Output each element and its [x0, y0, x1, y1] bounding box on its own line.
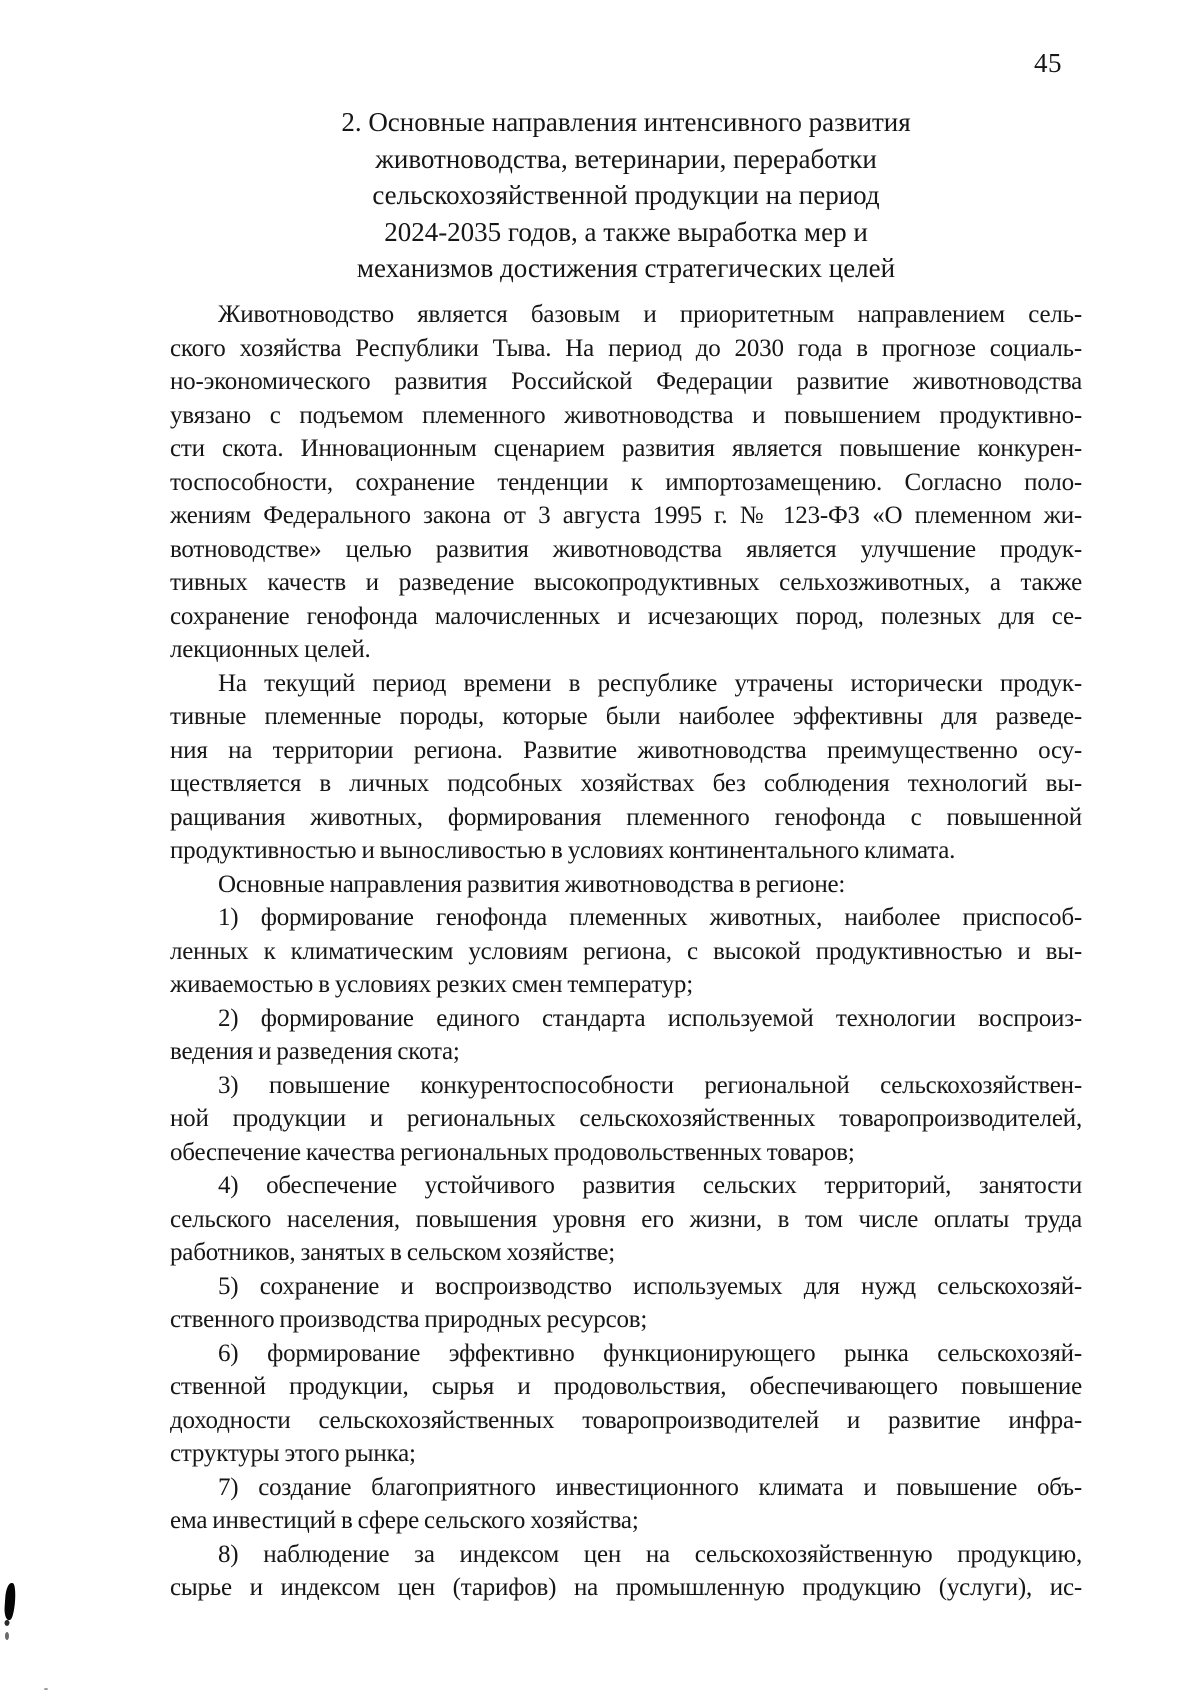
text-line: 5) сохранение и воспроизводство используемых для нужд сельскохозяй- — [218, 1272, 1082, 1300]
paragraph — [170, 1270, 1082, 1337]
text-line: лекционных целей. — [170, 636, 371, 663]
text-line: 3) повышение конкурентоспособности региональной сельскохозяйствен- — [218, 1071, 1082, 1099]
text-line: 4) обеспечение устойчивого развития сельских территорий, занятости — [218, 1172, 1082, 1199]
heading-line: животноводства, ветеринарии, переработки — [375, 143, 877, 174]
text-line: ной продукции и региональных сельскохозяйственных товаропроизводителей, — [170, 1105, 1082, 1132]
ink-blob-mark — [4, 1583, 17, 1621]
text-line: продуктивностью и выносливостью в условиях континентального климата. — [170, 837, 956, 864]
text-line: жениям Федерального закона от 3 августа 1995 г. № 123-ФЗ «О племенном жи- — [170, 502, 1082, 529]
text-line: работников, занятых в сельском хозяйстве; — [170, 1239, 615, 1266]
text-line: ведения и разведения скота; — [170, 1038, 460, 1065]
page-number: 45 — [1034, 48, 1062, 78]
text-line: сельского населения, повышения уровня его жизни, в том числе оплаты труда — [170, 1205, 1082, 1233]
ink-speck — [44, 1688, 48, 1690]
text-line: доходности сельскохозяйственных товаропроизводителей и развитие инфра- — [170, 1406, 1082, 1434]
text-line: 8) наблюдение за индексом цен на сельскохозяйственную продукцию, — [218, 1540, 1082, 1568]
text-line: но-экономического развития Российской Федерации развитие животноводства — [170, 368, 1082, 395]
text-line: сырье и индексом цен (тарифов) на промышленную продукцию (услуги), ис- — [170, 1574, 1082, 1601]
text-line: сохранение генофонда малочисленных и исчезающих пород, полезных для се- — [170, 602, 1082, 630]
text-line: живаемостью в условиях резких смен температур; — [170, 971, 693, 998]
text-line: ема инвестиций в сфере сельского хозяйства; — [170, 1507, 639, 1534]
paragraph — [170, 901, 1082, 1002]
text-line: тивных качеств и разведение высокопродуктивных сельхозживотных, а также — [170, 569, 1082, 596]
heading-line: 2024-2035 годов, а также выработка мер и — [384, 216, 868, 247]
text-line: тоспособности, сохранение тенденции к импортозамещению. Согласно поло- — [170, 468, 1082, 496]
paragraph — [170, 1169, 1082, 1270]
paragraph — [170, 1538, 1082, 1605]
text-line: обеспечение качества региональных продовольственных товаров; — [170, 1138, 855, 1166]
text-line: ского хозяйства Республики Тыва. На период до 2030 года в прогнозе социаль- — [170, 334, 1082, 362]
text-line: 6) формирование эффективно функционирующего рынка сельскохозяй- — [218, 1339, 1082, 1367]
text-line: ственной продукции, сырья и продовольствия, обеспечивающего повышение — [170, 1373, 1082, 1400]
text-line: 1) формирование генофонда племенных животных, наиболее приспособ- — [218, 904, 1082, 931]
text-line: 2) формирование единого стандарта используемой технологии воспроиз- — [218, 1004, 1082, 1032]
paragraph — [170, 1337, 1082, 1471]
text-line: Основные направления развития животноводства в регионе: — [218, 870, 846, 898]
text-line: вотноводстве» целью развития животноводства является улучшение продук- — [170, 535, 1082, 563]
paragraph — [170, 1471, 1082, 1538]
paragraph — [170, 1002, 1082, 1069]
text-line: тивные племенные породы, которые были наиболее эффективны для разведе- — [170, 703, 1082, 730]
heading-line: 2. Основные направления интенсивного развития — [341, 107, 911, 137]
document-heading — [170, 104, 1082, 287]
paragraph — [170, 667, 1082, 868]
text-line: 7) создание благоприятного инвестиционного климата и повышение объ- — [218, 1473, 1082, 1501]
paragraph — [170, 1069, 1082, 1170]
text-line: сти скота. Инновационным сценарием развития является повышение конкурен- — [170, 435, 1082, 462]
document-body — [170, 298, 1082, 1605]
text-line: структуры этого рынка; — [170, 1440, 416, 1467]
text-line: ленных к климатическим условиям региона, с высокой продуктивностью и вы- — [170, 937, 1082, 965]
text-line: увязано с подъемом племенного животноводства и повышением продуктивно- — [170, 401, 1082, 429]
paragraph — [170, 868, 1082, 902]
heading-line: сельскохозяйственной продукции на период — [372, 180, 880, 210]
heading-line: механизмов достижения стратегических целей — [356, 253, 896, 283]
text-line: ращивания животных, формирования племенного генофонда с повышенной — [170, 803, 1082, 831]
paragraph — [170, 298, 1082, 667]
text-line: На текущий период времени в республике утрачены исторически продук- — [218, 669, 1082, 697]
text-line: ществляется в личных подсобных хозяйствах без соблюдения технологий вы- — [170, 770, 1082, 797]
text-line: ственного производства природных ресурсов; — [170, 1306, 648, 1333]
text-line: ния на территории региона. Развитие животноводства преимущественно осу- — [170, 736, 1082, 764]
ink-speck — [5, 1632, 9, 1640]
text-line: Животноводство является базовым и приоритетным направлением сель- — [218, 301, 1082, 328]
